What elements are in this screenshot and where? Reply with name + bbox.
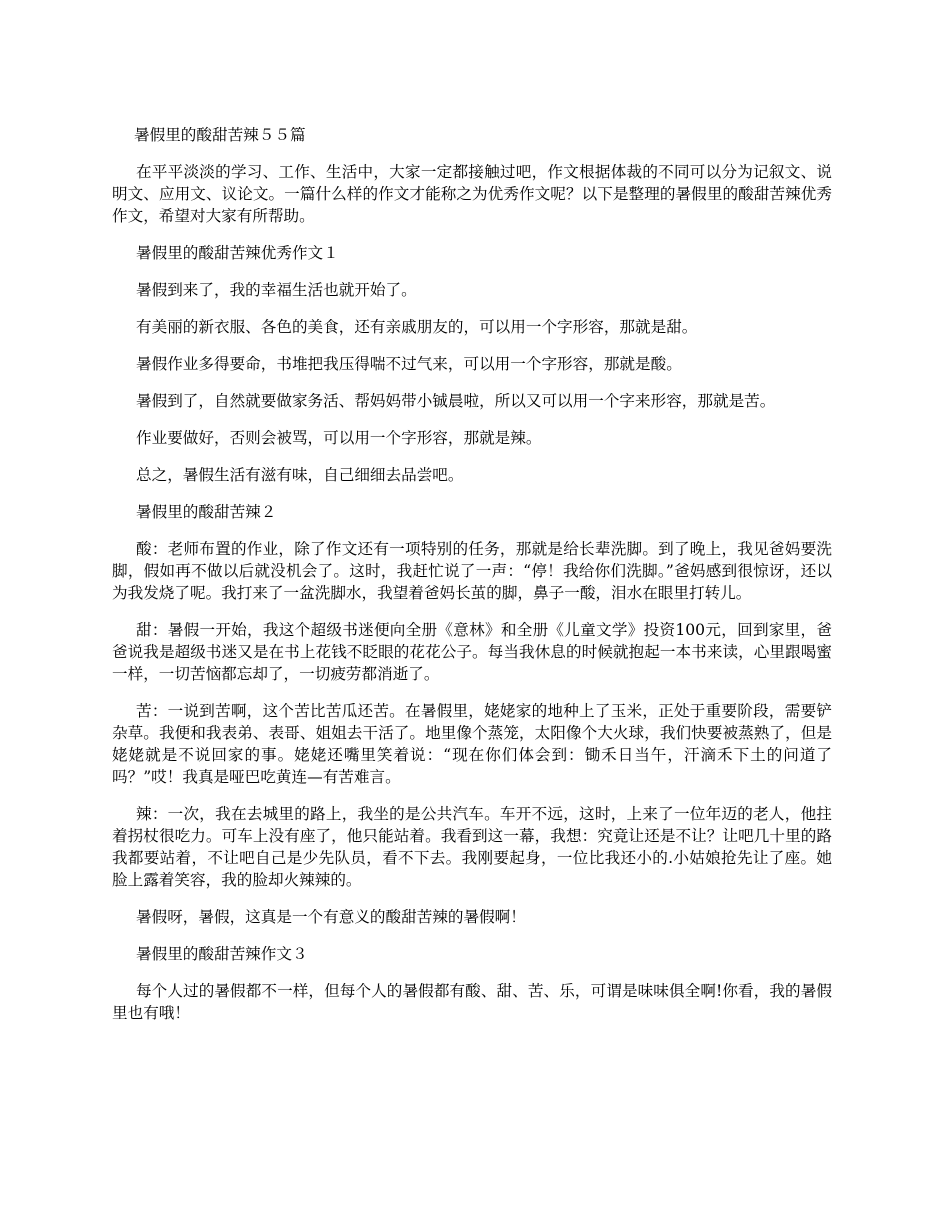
paragraph: 暑假到来了，我的幸福生活也就开始了。	[136, 281, 417, 299]
paragraph-spicy: 辣：一次，我在去城里的路上，我坐的是公共汽车。车开不远，这时，上来了一位年迈的老人，他拄着拐杖很吃力。可车上没有座了，他只能站着。我看到这一幕，我想：究竟让还是不让？让吧几十里的路我都要站着，不让吧自己是少先队员，看不下去。我刚要起身，一位比我还小的.小姑娘抢先让了座。她脸上露着笑容，我的脸却火辣辣的。	[112, 805, 832, 889]
document-page	[112, 124, 832, 1039]
paragraph-sweet: 甜：暑假一开始，我这个超级书迷便向全册《意林》和全册《儿童文学》投资100元，回到家里，爸爸说我是超级书迷又是在书上花钱不眨眼的花花公子。每当我休息的时候就抱起一本书来读，心里跟喝蜜一样，一切苦恼都忘却了，一切疲劳都消逝了。	[112, 621, 832, 683]
paragraph: 暑假作业多得要命，书堆把我压得喘不过气来，可以用一个字形容，那就是酸。	[136, 355, 682, 373]
paragraph: 有美丽的新衣服、各色的美食，还有亲戚朋友的，可以用一个字形容，那就是甜。	[136, 318, 698, 336]
paragraph-bitter: 苦：一说到苦啊，这个苦比苦瓜还苦。在暑假里，姥姥家的地种上了玉米，正处于重要阶段，需要铲杂草。我便和我表弟、表哥、姐姐去干活了。地里像个蒸笼，太阳像个大火球，我们快要被蒸熟了，但是姥姥就是不说回家的事。姥姥还嘴里笑着说：“现在你们体会到：锄禾日当午，汗滴禾下土的问道了吗？”哎！我真是哑巴吃黄连—有苦难言。	[112, 702, 832, 786]
intro-paragraph: 在平平淡淡的学习、工作、生活中，大家一定都接触过吧，作文根据体裁的不同可以分为记叙文、说明文、应用文、议论文。一篇什么样的作文才能称之为优秀作文呢？以下是整理的暑假里的酸甜苦辣优秀作文，希望对大家有所帮助。	[112, 163, 832, 225]
paragraph-sour: 酸：老师布置的作业，除了作文还有一项特别的任务，那就是给长辈洗脚。到了晚上，我见爸妈要洗脚，假如再不做以后就没机会了。这时，我赶忙说了一声：“停！我给你们洗脚。”爸妈感到很惊讶，还以为我发烧了呢。我打来了一盆洗脚水，我望着爸妈长茧的脚，鼻子一酸，泪水在眼里打转儿。	[112, 540, 832, 602]
paragraph: 总之，暑假生活有滋有味，自己细细去品尝吧。	[136, 466, 464, 484]
paragraph: 暑假到了，自然就要做家务活、帮妈妈带小铖晨啦，所以又可以用一个字来形容，那就是苦。	[136, 392, 776, 410]
paragraph: 作业要做好，否则会被骂，可以用一个字形容，那就是辣。	[136, 429, 542, 447]
section-heading-3: 暑假里的酸甜苦辣作文３	[136, 945, 308, 963]
paragraph: 每个人过的暑假都不一样，但每个人的暑假都有酸、甜、苦、乐，可谓是味味俱全啊!你看，我的暑假里也有哦！	[112, 982, 832, 1022]
section-heading-1: 暑假里的酸甜苦辣优秀作文１	[136, 244, 339, 262]
document-title: 暑假里的酸甜苦辣５５篇	[134, 126, 306, 144]
section-heading-2: 暑假里的酸甜苦辣２	[136, 503, 277, 521]
paragraph: 暑假呀，暑假，这真是一个有意义的酸甜苦辣的暑假啊！	[136, 908, 526, 926]
